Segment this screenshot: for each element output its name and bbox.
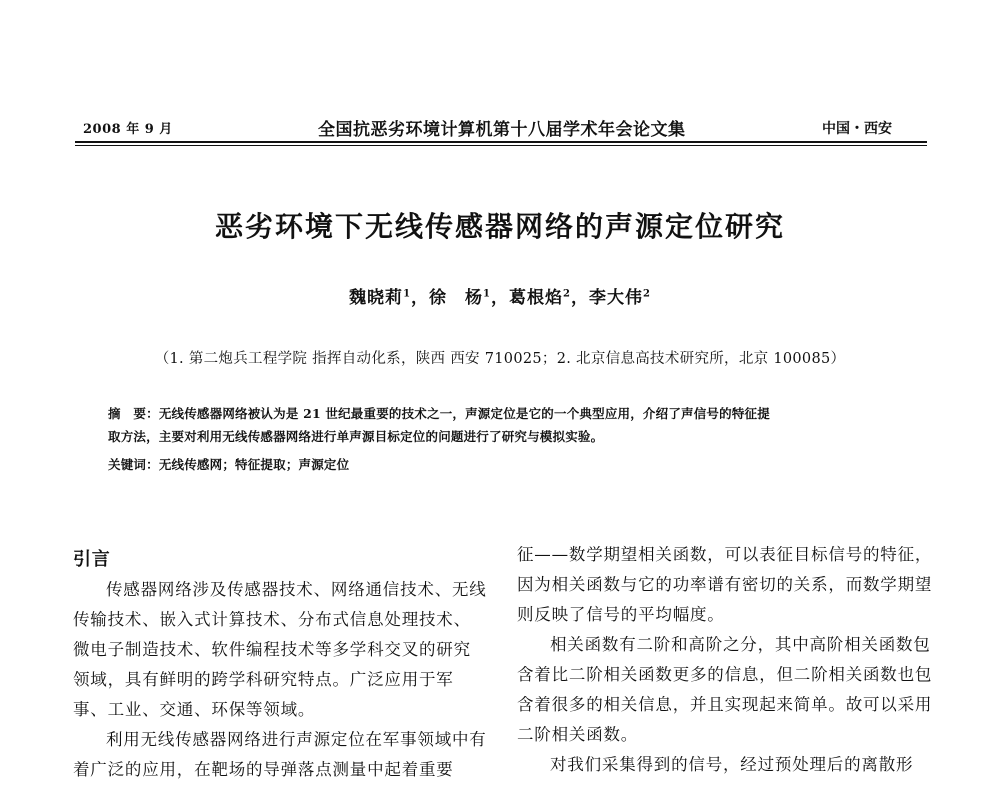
author-affiliation-mark: 2 [642,288,651,300]
author-name: 葛根焰 [509,288,563,308]
paper-title: 恶劣环境下无线传感器网络的声源定位研究 [214,210,785,243]
author-list [0,283,1000,308]
section-heading-introduction: 引言 [73,549,111,570]
keywords [108,459,898,472]
abstract-text-line1: 无线传感器网络被认为是 21 世纪最重要的技术之一，声源定位是它的一个典型应用，介绍了声信号的特征提 [158,406,770,421]
header-rule-thick [75,141,927,143]
body-paragraph: 利用无线传感器网络进行声源定位在军事领域中有着广泛的应用，在靶场的导弹落点测量中起着重要 [73,730,487,779]
author-name: 李大伟 [588,288,643,308]
author-affiliation-mark: 1 [403,288,412,300]
author-separator: ， [570,288,589,308]
body-right-column [517,540,935,780]
keywords-text: 无线传感网；特征提取；声源定位 [158,457,350,472]
author-name: 魏晓莉 [349,288,404,308]
author-affiliation-mark: 1 [483,288,491,300]
body-paragraph: 传感器网络涉及传感器技术、网络通信技术、无线传输技术、嵌入式计算技术、分布式信息处理技术、微电子制造技术、软件编程技术等多学科交叉的研究领域，具有鲜明的跨学科研究特点。广泛应用于军事、工业、交通、环保等领域。 [73,580,487,719]
abstract [108,408,898,421]
author-name: 徐 杨 [429,288,484,308]
author-separator: ， [491,288,509,308]
author-separator: ， [411,288,430,308]
header-proceedings: 全国抗恶劣环境计算机第十八届学术年会论文集 [318,120,686,140]
keywords-label: 关键词： [108,457,159,472]
body-paragraph: 对我们采集得到的信号，经过预处理后的离散形 [550,755,914,774]
header-date: 2008 年 9 月 [83,122,173,137]
body-paragraph: 征——数学期望相关函数，可以表征目标信号的特征，因为相关函数与它的功率谱有密切的关系，而数学期望则反映了信号的平均幅度。 [517,545,933,624]
header-rule-thin [75,145,927,146]
author-affiliations: （1. 第二炮兵工程学院 指挥自动化系，陕西 西安 710025；2. 北京信息高技术研究所，北京 100085） [154,351,846,367]
body-paragraph: 相关函数有二阶和高阶之分，其中高阶相关函数包含着比二阶相关函数更多的信息，但二阶相关函数也包含着很多的相关信息，并且实现起来简单。故可以采用二阶相关函数。 [517,635,933,744]
author-affiliation-mark: 2 [563,288,571,300]
abstract-label: 摘 要： [108,406,159,421]
header-location: 中国・西安 [822,121,892,137]
abstract-continued: 取方法，主要对利用无线传感器网络进行单声源目标定位的问题进行了研究与模拟实验。 [108,429,604,444]
body-left-column [73,545,488,785]
